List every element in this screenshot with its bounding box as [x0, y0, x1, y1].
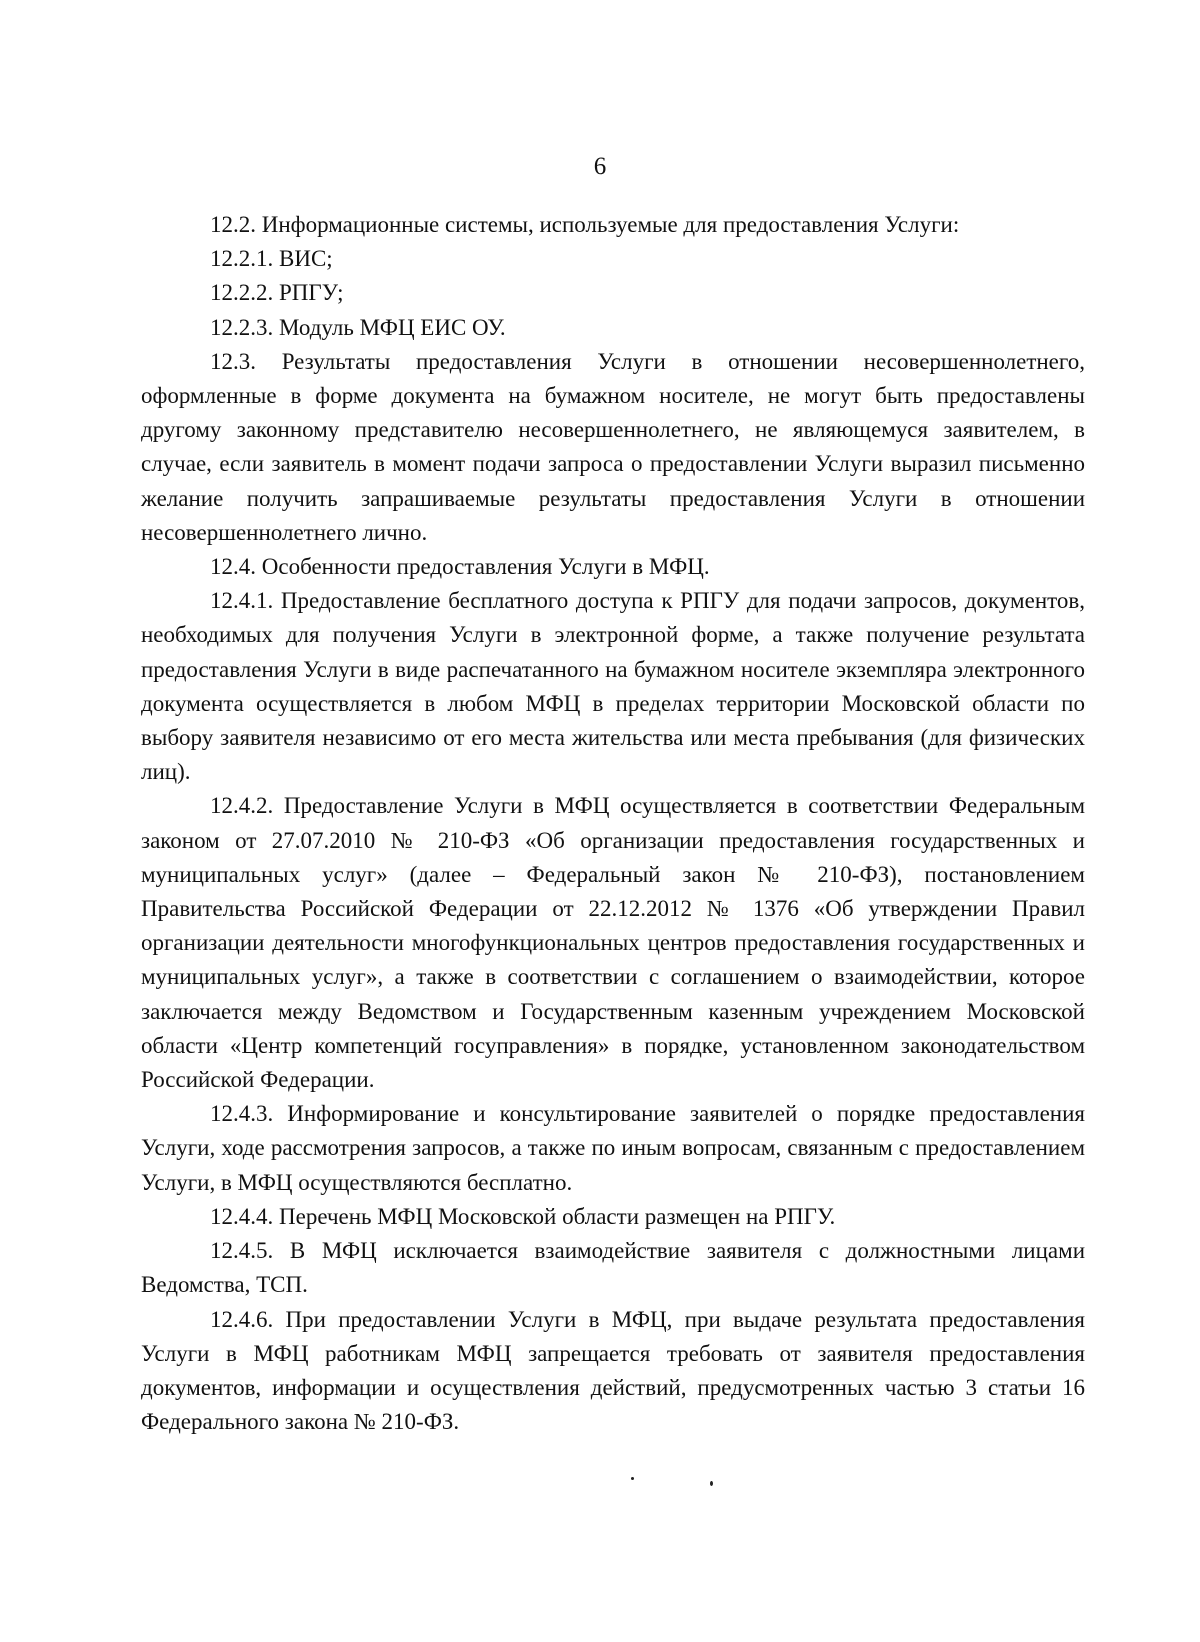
- paragraph-12-2-2: 12.2.2. РПГУ;: [210, 280, 344, 306]
- paragraph-12-4-5: 12.4.5. В МФЦ исключается взаимодействие заявителя с должностными лицами Ведомства, ТСП.: [141, 1238, 1085, 1298]
- paragraph-12-4-6: 12.4.6. При предоставлении Услуги в МФЦ, при выдаче результата предоставления Услуги в МФЦ работникам МФЦ запрещается требовать от заявителя предоставления документов, информации и осуществления действий, предусмотренных частью 3 статьи 16 Федерального закона № 210-ФЗ.: [141, 1306, 1085, 1435]
- paragraph-12-3: 12.3. Результаты предоставления Услуги в отношении несовершеннолетнего, оформленные в форме документа на бумажном носителе, не могут быть предоставлены другому законному представителю несовершеннолетнего, не являющемуся заявителем, в случае, если заявитель в момент подачи запроса о предоставлении Услуги выразил письменно желание получить запрашиваемые результаты предоставления Услуги в отношении несовершеннолетнего лично.: [141, 348, 1085, 545]
- scan-artifact-dot: [710, 1481, 713, 1486]
- document-body: [141, 208, 1085, 1439]
- paragraph-12-4: 12.4. Особенности предоставления Услуги в МФЦ.: [210, 554, 710, 580]
- page-number: 6: [593, 153, 607, 180]
- paragraph-12-4-2: 12.4.2. Предоставление Услуги в МФЦ осуществляется в соответствии Федеральным законом от 27.07.2010 № 210-ФЗ «Об организации предоставления государственных и муниципальных услуг» (далее – Федеральный закон № 210-ФЗ), постановлением Правительства Российской Федерации от 22.12.2012 № 1376 «Об утверждении Правил организации деятельности многофункциональных центров предоставления государственных и муниципальных услуг», а также в соответствии с соглашением о взаимодействии, которое заключается между Ведомством и Государственным казенным учреждением Московской области «Центр компетенций госуправления» в порядке, установленном законодательством Российской Федерации.: [141, 793, 1085, 1093]
- paragraph-12-2-1: 12.2.1. ВИС;: [210, 246, 333, 272]
- paragraph-12-2-3: 12.2.3. Модуль МФЦ ЕИС ОУ.: [210, 314, 506, 340]
- paragraph-12-4-1: 12.4.1. Предоставление бесплатного доступа к РПГУ для подачи запросов, документов, необходимых для получения Услуги в электронной форме, а также получение результата предоставления Услуги в виде распечатанного на бумажном носителе экземпляра электронного документа осуществляется в любом МФЦ в пределах территории Московской области по выбору заявителя независимо от его места жительства или места пребывания (для физических лиц).: [141, 588, 1085, 785]
- paragraph-12-4-3: 12.4.3. Информирование и консультирование заявителей о порядке предоставления Услуги, ходе рассмотрения запросов, а также по иным вопросам, связанным с предоставлением Услуги, в МФЦ осуществляются бесплатно.: [141, 1101, 1085, 1195]
- paragraph-12-2: 12.2. Информационные системы, используемые для предоставления Услуги:: [210, 212, 960, 237]
- scan-artifact-dot: [631, 1477, 634, 1480]
- paragraph-12-4-4: 12.4.4. Перечень МФЦ Московской области размещен на РПГУ.: [210, 1203, 836, 1229]
